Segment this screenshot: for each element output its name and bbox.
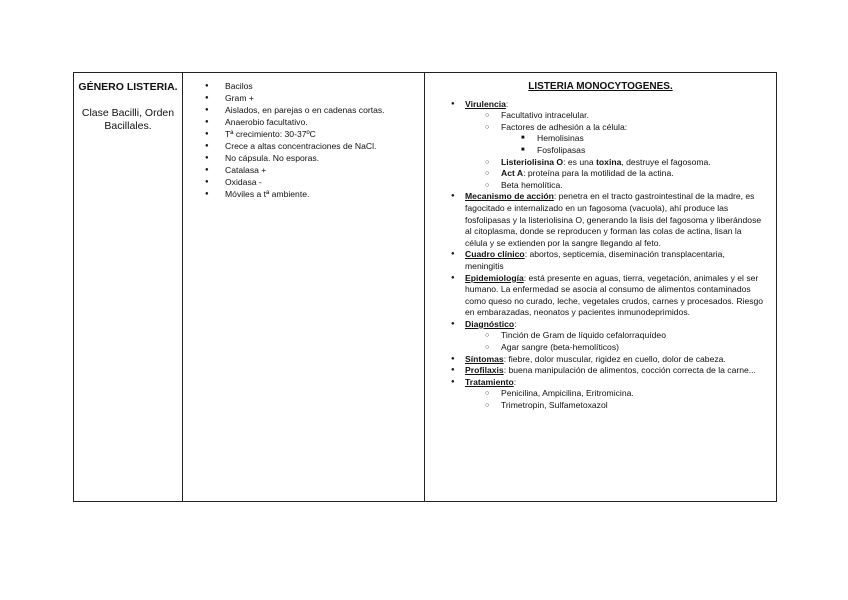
list-item [465, 157, 764, 169]
list-item: ● Móviles a tª ambiente. [205, 188, 420, 200]
list-item [465, 122, 764, 157]
genus-cell [74, 73, 183, 502]
characteristics-cell [183, 73, 425, 502]
list-item: ○ Beta hemolítica. [465, 180, 764, 192]
sintomas-heading: Síntomas [465, 353, 504, 364]
listeriolisina-term: Listeriolisina O [501, 156, 564, 167]
sintomas-text: : fiebre, dolor muscular, rigidez en cuello, dolor de cabeza. [503, 353, 726, 364]
listeria-table [73, 72, 777, 502]
list-item: ● Bacilos [205, 80, 420, 92]
sintomas-item [433, 354, 768, 366]
list-item: ● Gram + [205, 92, 420, 104]
list-item: ○ Tinción de Gram de líquido cefalorraquídeo [465, 330, 764, 342]
classification-text: Clase Bacilli, Orden Bacillales. [81, 107, 175, 132]
listeriolisina-text-1: : es una [563, 156, 597, 167]
acta-term: Act A [501, 168, 524, 179]
genus-title: GÉNERO LISTERIA. [78, 81, 178, 93]
list-item: ○ Trimetropin, Sulfametoxazol [465, 400, 764, 412]
cuadro-text: : abortos, septicemia, diseminación transplacentaria, meningitis [465, 249, 725, 271]
species-cell [425, 73, 777, 502]
diagnostico-item [433, 319, 768, 354]
list-item: ● No cápsula. No esporas. [205, 152, 420, 164]
epidemiologia-heading: Epidemiología [465, 272, 524, 283]
profilaxis-heading: Profilaxis [465, 365, 504, 376]
acta-text: : proteína para la motilidad de la actina. [523, 168, 674, 179]
cuadro-item [433, 249, 768, 272]
mecanismo-item [433, 191, 768, 249]
list-item: ○ Facultativo intracelular. [465, 110, 764, 122]
toxina-term: toxina [596, 156, 622, 167]
factores-text: Factores de adhesión a la célula: [501, 121, 628, 132]
list-item: ○ Penicilina, Ampicilina, Eritromicina. [465, 388, 764, 400]
tratamiento-item [433, 377, 768, 412]
list-item: ● Aislados, en parejas o en cadenas cortas. [205, 104, 420, 116]
tratamiento-sublist [465, 388, 764, 411]
virulencia-heading: Virulencia [465, 98, 506, 109]
list-item: ○ Agar sangre (beta-hemolíticos) [465, 342, 764, 354]
listeriolisina-text-2: , destruye el fagosoma. [621, 156, 711, 167]
list-item: ● Anaerobio facultativo. [205, 116, 420, 128]
virulencia-item [433, 99, 768, 192]
epidemiologia-item [433, 273, 768, 319]
diagnostico-heading: Diagnóstico [465, 318, 515, 329]
profilaxis-text: : buena manipulación de alimentos, cocción correcta de la carne... [503, 365, 756, 376]
list-item: ● Catalasa + [205, 164, 420, 176]
factores-sublist [501, 133, 764, 156]
species-title: LISTERIA MONOCYTOGENES. [528, 81, 673, 92]
mecanismo-text: : penetra en el tracto gastrointestinal de la madre, es fagocitado e internalizado en un fagosoma (vacuola), ahí produce las fosfolipasas y la listeriolisina O, generando la lisis del fagosoma y liberándose al citoplasma, donde se reproducen y forman las colas de actina, lisan la célula y se extienden por la sangre llegando al feto. [465, 191, 762, 248]
cuadro-heading: Cuadro clínico [465, 249, 525, 260]
virulencia-colon: : [505, 98, 509, 109]
virulencia-sublist [465, 110, 764, 191]
list-item: ● Crece a altas concentraciones de NaCl. [205, 140, 420, 152]
mecanismo-heading: Mecanismo de acción [465, 191, 554, 202]
tratamiento-heading: Tratamiento [465, 376, 514, 387]
tratamiento-colon: : [513, 376, 517, 387]
species-list [433, 99, 768, 412]
profilaxis-item [433, 365, 768, 377]
list-item [465, 168, 764, 180]
list-item: ● Tª crecimiento: 30-37ºC [205, 128, 420, 140]
diagnostico-sublist [465, 330, 764, 353]
list-item: ■ Hemolisinas [501, 133, 764, 145]
epidemiologia-text: : está presente en aguas, tierra, vegetación, animales y el ser humano. La enfermedad se asocia al consumo de alimentos contaminados como queso no curado, leche, vegetales crudos, carnes y procesados. Riesgo en embarazadas, neonatos y pacientes inmunodeprimidos. [465, 272, 764, 318]
list-item: ■ Fosfolipasas [501, 145, 764, 157]
diagnostico-colon: : [514, 318, 517, 329]
table-row [74, 73, 777, 502]
characteristics-list [205, 80, 420, 200]
list-item: ● Oxidasa - [205, 176, 420, 188]
